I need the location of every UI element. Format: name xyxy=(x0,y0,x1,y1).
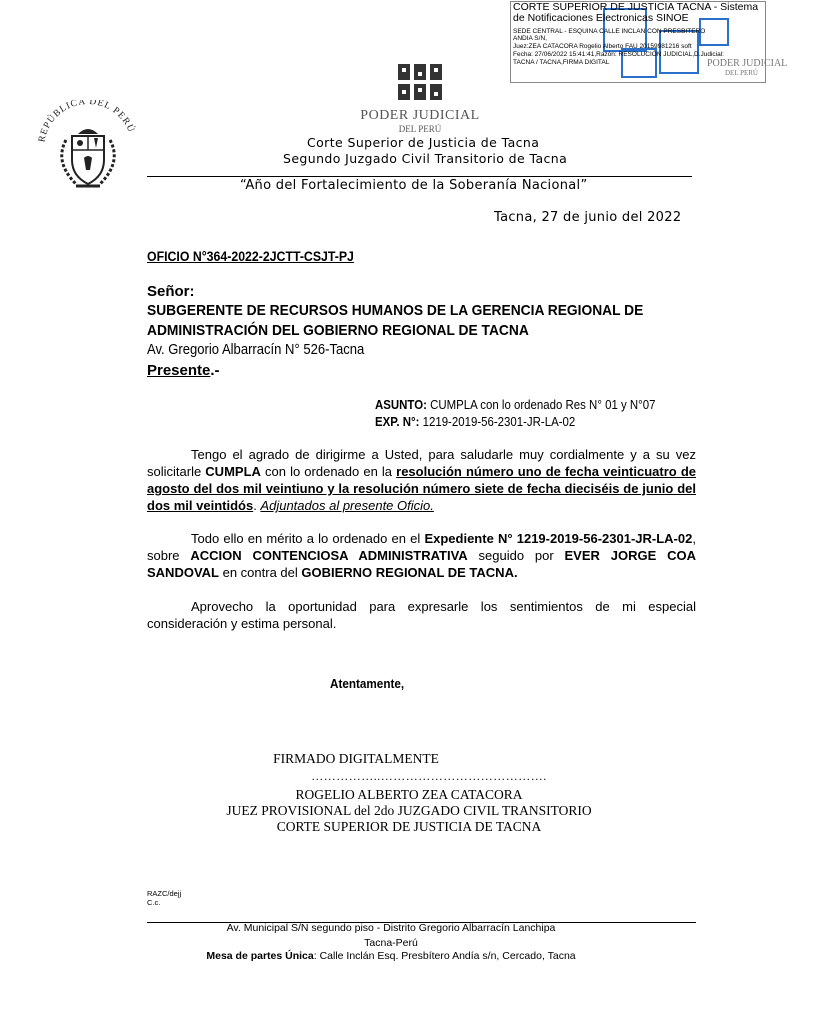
header-divider xyxy=(147,176,692,177)
stamp-line-6: Fecha: 27/06/2022 15:41:41,Razón: RESOLUCIÓN JUDICIAL,D.Judicial: xyxy=(513,51,724,58)
digital-signature-stamp xyxy=(510,1,788,83)
signer-name: ROGELIO ALBERTO ZEA CATACORA xyxy=(295,787,523,802)
paragraph-2 xyxy=(147,530,696,581)
stamp-line-1: CORTE SUPERIOR DE JUSTICIA TACNA - Sistema xyxy=(513,1,759,13)
presente-word: Presente xyxy=(147,362,211,379)
signer-title: JUEZ PROVISIONAL del 2do JUZGADO CIVIL TRANSITORIO xyxy=(226,803,592,818)
stamp-watermark: PODER JUDICIAL xyxy=(707,58,788,69)
stamp-line-3: SEDE CENTRAL - ESQUINA CALLE INCLAN CON PRESBITERO xyxy=(513,28,706,35)
year-slogan: “Año del Fortalecimiento de la Soberanía Nacional” xyxy=(240,178,588,193)
presente-label xyxy=(147,362,220,379)
p2-defendant: GOBIERNO REGIONAL DE TACNA. xyxy=(301,565,518,580)
p2-plaintiff: EVER JORGE COA SANDOVAL xyxy=(147,548,696,580)
p2-matter: ACCION CONTENCIOSA ADMINISTRATIVA xyxy=(190,548,468,563)
p2-text: Todo ello en mérito a lo ordenado en el xyxy=(191,531,425,546)
footer-city: Tacna-Perú xyxy=(364,937,418,949)
p2-text-3: seguido por xyxy=(467,548,565,563)
p2-expediente: Expediente N° 1219-2019-56-2301-JR-LA-02 xyxy=(424,531,693,546)
stamp-line-4: ANDIA S/N, xyxy=(513,35,547,42)
asunto-label: ASUNTO: xyxy=(375,397,427,412)
footer-mesa-de-partes xyxy=(7,950,775,962)
p1-text: Tengo el agrado de dirigirme a Usted, para saludarle muy cordialmente y a su vez solicitarle xyxy=(147,447,696,479)
reference-cc: C.c. xyxy=(147,898,161,907)
p1-cumpla: CUMPLA xyxy=(205,464,261,479)
asunto-text: CUMPLA con lo ordenado Res N° 01 y N°07 xyxy=(426,397,656,412)
recipient-line-1: SUBGERENTE DE RECURSOS HUMANOS DE LA GERENCIA REGIONAL DE xyxy=(147,302,644,319)
court-name: Corte Superior de Justicia de Tacna xyxy=(307,135,540,150)
recipient-line-2: ADMINISTRACIÓN DEL GOBIERNO REGIONAL DE TACNA xyxy=(147,322,529,339)
paragraph-1 xyxy=(147,446,696,514)
exp-label: EXP. N°: xyxy=(375,414,420,429)
pj-subtitle: DEL PERÚ xyxy=(398,124,442,134)
p2-text-4: en contra del xyxy=(218,565,302,580)
p1-attachments: Adjuntados al presente Oficio. xyxy=(260,498,434,513)
stamp-line-7: TACNA / TACNA,FIRMA DIGITAL xyxy=(513,59,610,66)
recipient-address: Av. Gregorio Albarracín N° 526-Tacna xyxy=(147,342,365,358)
stamp-watermark-sub: DEL PERÚ xyxy=(725,69,758,77)
p1-text-2: con lo ordenado en la xyxy=(260,464,397,479)
pj-name: PODER JUDICIAL xyxy=(360,108,480,123)
reference-initials: RAZC/dejj xyxy=(147,889,182,898)
court-division: Segundo Juzgado Civil Transitorio de Tacna xyxy=(283,151,568,166)
p2-text-2: , sobre xyxy=(147,531,696,563)
p1-period: . xyxy=(253,498,261,513)
signer-court: CORTE SUPERIOR DE JUSTICIA DE TACNA xyxy=(276,819,542,834)
expediente-line xyxy=(375,414,575,429)
exp-text: 1219-2019-56-2301-JR-LA-02 xyxy=(419,414,576,429)
p1-resolutions: resolución número uno de fecha veinticuatro de agosto del dos mil veintiuno y la resolución número siete de fecha dieciséis de junio del dos mil veintidós xyxy=(147,464,696,513)
escudo-text: REPÚBLICA DEL PERÚ xyxy=(37,100,137,144)
closing: Atentamente, xyxy=(330,676,405,691)
poder-judicial-logo-icon xyxy=(390,58,450,108)
peru-coat-of-arms-icon xyxy=(36,100,140,200)
footer-address: Av. Municipal S/N segundo piso - Distrito Gregorio Albarracín Lanchipa xyxy=(226,922,556,934)
signature-dotted-line: ……………..…………………………………. xyxy=(311,769,547,783)
asunto-line xyxy=(375,397,655,412)
digitally-signed-label: FIRMADO DIGITALMENTE xyxy=(273,751,439,766)
stamp-line-2: de Notificaciones Electronicas SINOE xyxy=(513,12,689,24)
oficio-number: OFICIO N°364-2022-2JCTT-CSJT-PJ xyxy=(147,248,354,264)
p3-text: Aprovecho la oportunidad para expresarle los sentimientos de mi especial consideración y estima personal. xyxy=(147,599,696,631)
salutation: Señor: xyxy=(147,283,195,300)
paragraph-3 xyxy=(147,598,696,632)
presente-suffix: .- xyxy=(210,362,220,379)
mesa-label: Mesa de partes Única xyxy=(206,950,314,962)
mesa-text: : Calle Inclán Esq. Presbítero Andía s/n, Cercado, Tacna xyxy=(313,950,576,962)
stamp-line-5: Juez:ZEA CATACORA Rogelio Alberto FAU 20159981216 soft xyxy=(513,43,692,50)
letter-date: Tacna, 27 de junio del 2022 xyxy=(494,210,682,225)
